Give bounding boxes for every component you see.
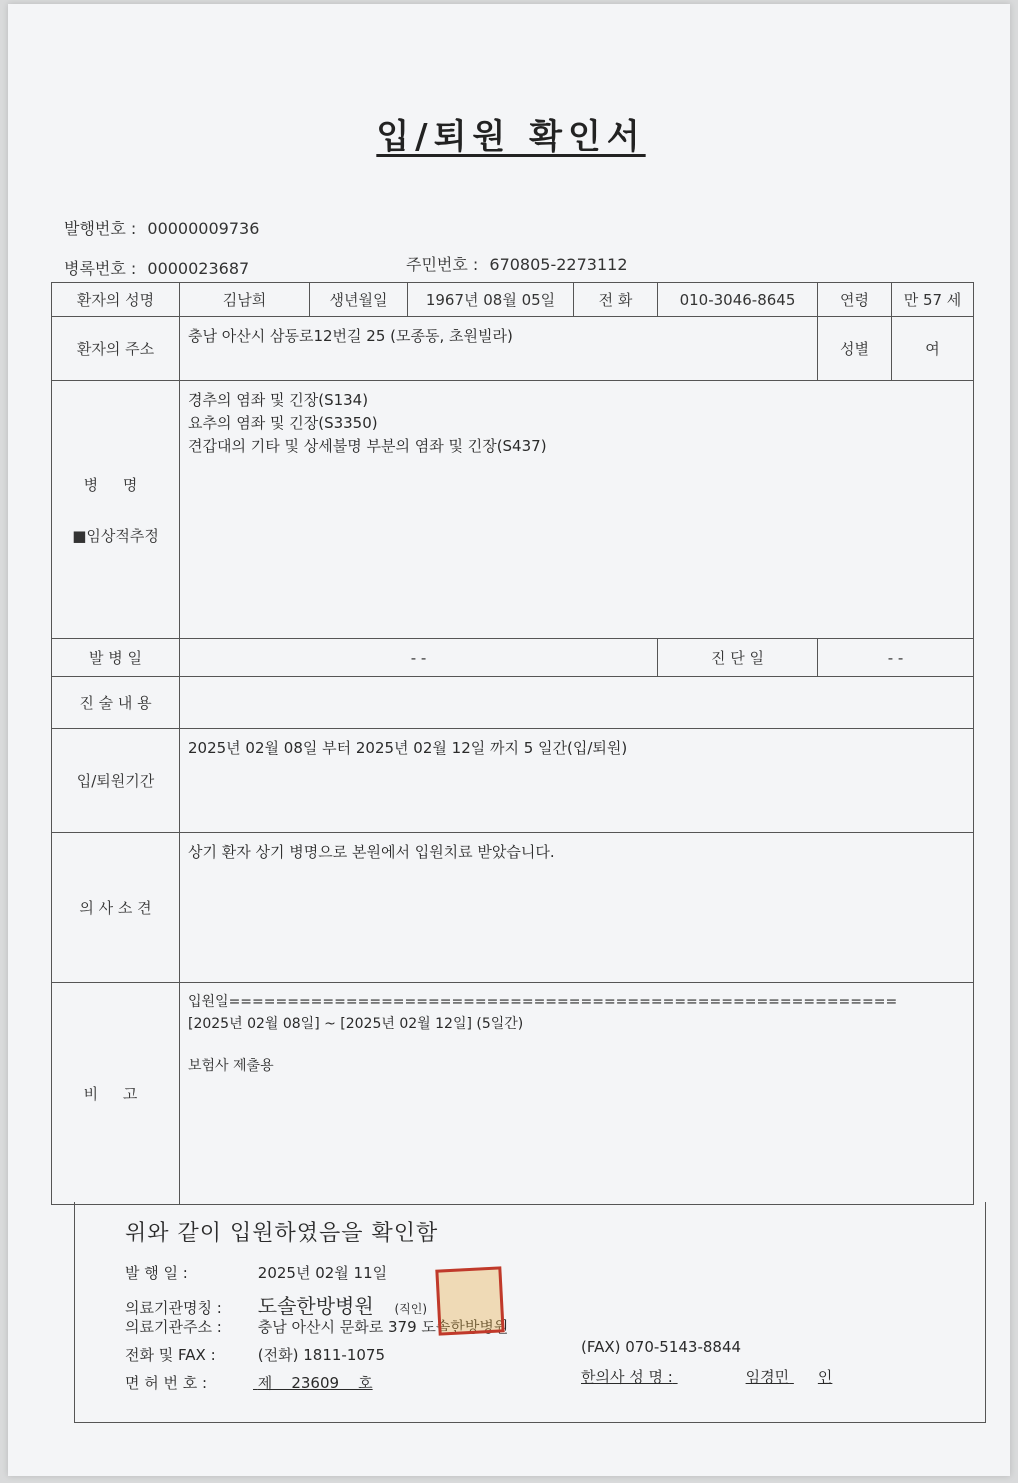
sex-label: 성별: [818, 317, 892, 381]
patient-name: 김남희: [180, 283, 310, 317]
resident-number-label: 주민번호: [406, 255, 468, 274]
patient-address: 충남 아산시 삼동로12번길 25 (모종동, 초원빌라): [180, 317, 818, 381]
license-label: 면 허 번 호 :: [125, 1374, 208, 1392]
remarks-row: [52, 983, 974, 1205]
remarks-purpose: 보험사 제출용: [188, 1058, 274, 1074]
name-label: 환자의 성명: [52, 283, 180, 317]
diagnosis-item: 견갑대의 기타 및 상세불명 부분의 염좌 및 긴장(S437): [188, 437, 547, 455]
remarks-label: 비 고: [52, 983, 180, 1205]
issue-date-label: 발 행 일 :: [125, 1264, 188, 1282]
seal-mark: (직인): [394, 1302, 428, 1316]
diagnosis-item: 경추의 염좌 및 긴장(S134): [188, 391, 369, 409]
doctor-name: 임경민: [745, 1368, 790, 1386]
hospital-row: [125, 1290, 427, 1319]
issue-date: 2025년 02월 11일: [257, 1264, 388, 1282]
certificate-table: [51, 282, 974, 1205]
patient-row: [52, 283, 974, 317]
confirm-statement: 위와 같이 입원하였음을 확인함: [125, 1221, 439, 1246]
record-number-label: 병록번호: [64, 259, 126, 278]
hospital-address: 충남 아산시 문화로 379 도솔한방병원: [257, 1318, 509, 1336]
record-number: 병록번호 : 0000023687: [64, 259, 250, 278]
birth-date: 1967년 08월 05일: [408, 283, 574, 317]
doctor-label: 한의사 성 명 :: [581, 1368, 673, 1386]
record-number-value: 0000023687: [147, 259, 250, 278]
diagnosis-row: [52, 381, 974, 639]
diagnosis-label: 병 명: [83, 475, 148, 494]
statement-label: 진 술 내 용: [52, 677, 180, 729]
address-row: [52, 317, 974, 381]
document-title: 입/퇴원 확인서: [376, 117, 646, 157]
document-page: [8, 4, 1010, 1476]
doctor-seal-mark: 인: [817, 1368, 833, 1386]
license-row: [125, 1372, 373, 1393]
resident-number-value: 670805-2273112: [489, 255, 628, 274]
diagnosis-list: [180, 381, 974, 639]
diagnosis-date-value: - -: [818, 639, 974, 677]
hospital-address-label: 의료기관주소 :: [125, 1318, 222, 1336]
statement-row: [52, 677, 974, 729]
issuer-section: [74, 1202, 986, 1423]
age-label: 연령: [818, 283, 892, 317]
hospital-phone: (전화) 1811-1075: [257, 1346, 385, 1364]
age-value: 만 57 세: [892, 283, 974, 317]
issue-number-label: 발행번호: [64, 219, 126, 238]
contact-label: 전화 및 FAX :: [125, 1346, 216, 1364]
remarks-admission-line: 입원일=========================================================: [188, 994, 898, 1010]
remarks-period: [2025년 02월 08일] ~ [2025년 02월 12일] (5일간): [188, 1016, 524, 1032]
sex-value: 여: [892, 317, 974, 381]
remarks-content: [180, 983, 974, 1205]
hospital-name: 도솔한방병원: [257, 1294, 374, 1318]
hospital-fax: (FAX) 070-5143-8844: [581, 1338, 742, 1356]
hospital-label: 의료기관명칭 :: [125, 1299, 222, 1317]
birth-label: 생년월일: [310, 283, 408, 317]
contact-row: [125, 1344, 385, 1365]
opinion-value: 상기 환자 상기 병명으로 본원에서 입원치료 받았습니다.: [180, 833, 974, 983]
issue-date-row: [125, 1262, 387, 1283]
hospital-seal-stamp: [435, 1266, 504, 1335]
issue-number-value: 00000009736: [147, 219, 260, 238]
clinical-estimate-label: ■임상적추정: [72, 526, 159, 545]
doctor-row: [581, 1366, 871, 1387]
period-value: 2025년 02월 08일 부터 2025년 02월 12일 까지 5 일간(입/퇴원): [180, 729, 974, 833]
resident-number: 주민번호 : 670805-2273112: [406, 255, 628, 274]
address-label: 환자의 주소: [52, 317, 180, 381]
onset-value: - -: [180, 639, 658, 677]
onset-row: [52, 639, 974, 677]
phone-label: 전 화: [574, 283, 658, 317]
issue-number: 발행번호 : 00000009736: [64, 219, 260, 238]
license-number: 제 23609 호: [257, 1374, 373, 1392]
onset-label: 발 병 일: [52, 639, 180, 677]
diagnosis-label-cell: [52, 381, 180, 639]
diagnosis-item: 요추의 염좌 및 긴장(S3350): [188, 414, 378, 432]
opinion-label: 의 사 소 견: [52, 833, 180, 983]
period-row: [52, 729, 974, 833]
period-label: 입/퇴원기간: [52, 729, 180, 833]
fax-row: [581, 1338, 741, 1356]
diagnosis-date-label: 진 단 일: [658, 639, 818, 677]
opinion-row: [52, 833, 974, 983]
phone-number: 010-3046-8645: [658, 283, 818, 317]
statement-value: [180, 677, 974, 729]
